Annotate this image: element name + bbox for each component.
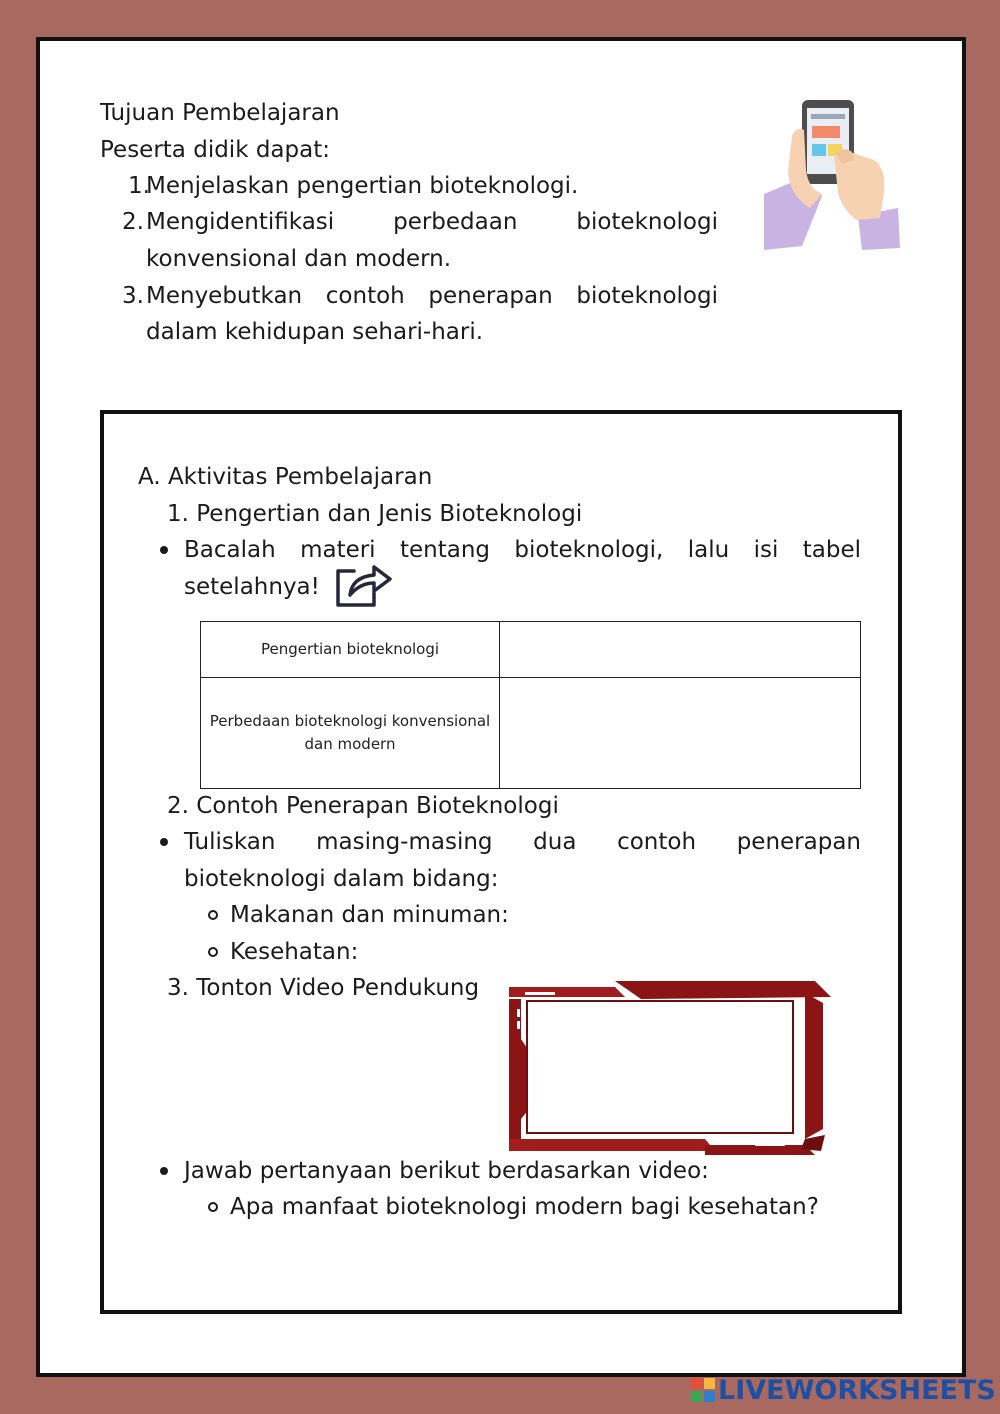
activity-heading: A. Aktivitas Pembelajaran	[138, 464, 433, 490]
objective-3-line1: Menyebutkan contoh penerapan bioteknologi	[146, 283, 718, 309]
section-2-instruction-line1: Tuliskan masing-masing dua contoh penerapan	[184, 824, 861, 860]
objectives-intro: Peserta didik dapat:	[100, 137, 330, 163]
video-frame[interactable]	[505, 979, 835, 1157]
table-label-text: Perbedaan bioteknologi konvensional	[209, 712, 491, 731]
table-label-text: dan modern	[304, 735, 396, 754]
sub-item-health: Kesehatan:	[230, 934, 358, 970]
section-2-title: 2. Contoh Penerapan Bioteknologi	[167, 793, 559, 819]
objective-1-number: 1.	[128, 173, 150, 199]
section-3-title: 3. Tonton Video Pendukung	[167, 975, 480, 1001]
table-label-text: Pengertian bioteknologi	[260, 640, 440, 659]
table-row	[201, 622, 861, 678]
section-1-title: 1. Pengertian dan Jenis Bioteknologi	[167, 501, 583, 527]
liveworksheets-logo-icon	[690, 1377, 716, 1403]
sub-item-food: Makanan dan minuman:	[230, 897, 509, 933]
definition-table	[200, 621, 861, 789]
objective-2-line2: konvensional dan modern.	[146, 246, 452, 272]
table-label-cell	[201, 678, 500, 789]
section-1-instruction-line1: Bacalah materi tentang bioteknologi, lalu isi tabel	[184, 532, 861, 568]
phone-hand-illustration	[762, 96, 902, 254]
section-3-instruction: Jawab pertanyaan berikut berdasarkan video:	[184, 1153, 709, 1189]
objectives-title: Tujuan Pembelajaran	[100, 100, 340, 126]
objective-2-number: 2.	[122, 209, 144, 235]
objective-2-line1: Mengidentifikasi perbedaan bioteknologi	[146, 209, 718, 235]
objective-3-number: 3.	[122, 283, 144, 309]
section-3-question: Apa manfaat bioteknologi modern bagi kesehatan?	[230, 1189, 819, 1225]
answer-cell-definition[interactable]	[500, 622, 861, 678]
section-1-instruction-line2: setelahnya!	[184, 574, 320, 600]
table-label-cell	[201, 622, 500, 678]
brand-name: LIVEWORKSHEETS	[718, 1374, 996, 1406]
objective-1-text: Menjelaskan pengertian bioteknologi.	[146, 173, 579, 199]
share-icon[interactable]	[334, 561, 394, 609]
section-2-instruction-line2: bioteknologi dalam bidang:	[184, 866, 499, 892]
answer-cell-difference[interactable]	[500, 678, 861, 789]
objective-3-line2: dalam kehidupan sehari-hari.	[146, 319, 484, 345]
table-row	[201, 678, 861, 789]
liveworksheets-brand[interactable]	[690, 1373, 996, 1407]
